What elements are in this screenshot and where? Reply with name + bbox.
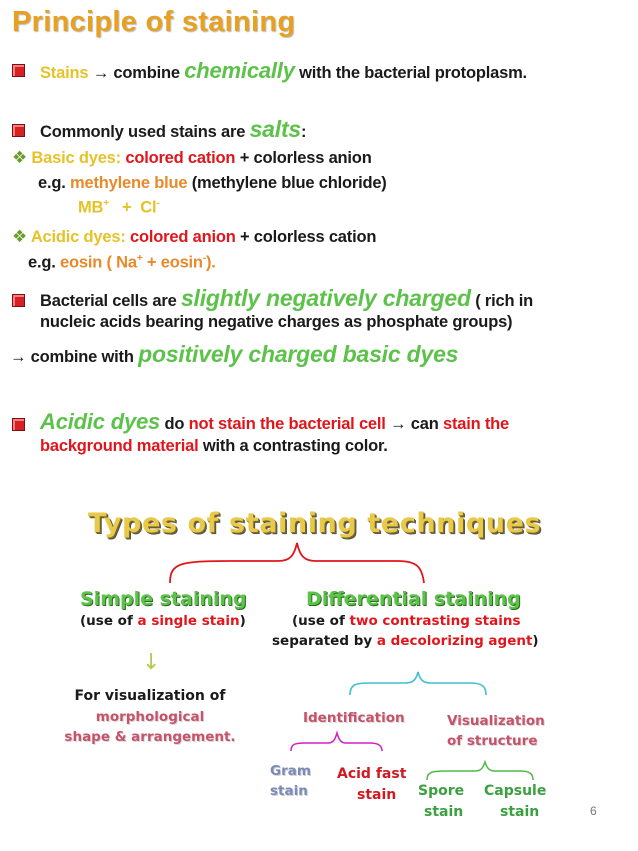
- visualization-text: [50, 688, 250, 704]
- bacterial-lead: Bacterial cells are: [40, 292, 181, 310]
- na-charge: +: [136, 253, 143, 264]
- decolorizing-agent: a decolorizing agent: [376, 633, 533, 649]
- colored-anion: colored anion: [130, 228, 236, 246]
- simple-staining: Simple staining: [80, 588, 247, 610]
- single-stain: a single stain: [137, 613, 240, 629]
- eg-label: e.g.: [28, 253, 61, 272]
- capsule-stain-1: Capsule: [484, 783, 547, 799]
- do-text: do: [160, 415, 189, 433]
- differential-sub-2: [272, 633, 539, 649]
- differential-staining: Differential staining: [306, 588, 521, 610]
- background-material: background material: [40, 437, 199, 455]
- simple-staining-sub: [80, 613, 246, 629]
- page-number: 6: [590, 804, 597, 818]
- vis-line-1: For visualization of: [74, 688, 226, 704]
- rich-in: ( rich in: [470, 292, 533, 310]
- differential-sub-1: [292, 613, 521, 629]
- protoplasm-text: with the bacterial protoplasm.: [294, 64, 527, 82]
- diamond-bullet-icon: ❖: [12, 227, 28, 246]
- capsule-stain-2: stain: [500, 804, 540, 820]
- contrasting-color: with a contrasting color.: [198, 437, 388, 455]
- salts-word: salts: [249, 116, 302, 142]
- page-title: Principle of staining: [12, 6, 296, 38]
- acid-fast-2: stain: [357, 787, 397, 803]
- gram-stain-1: Gram: [270, 763, 311, 779]
- cl-charge: -: [156, 198, 160, 209]
- salts-lead: Commonly used stains are: [40, 123, 250, 141]
- spore-stain-1: Spore: [418, 783, 465, 799]
- cl-text: + Cl: [108, 198, 157, 217]
- diff-sub2-c: ): [532, 633, 539, 649]
- diagram-title: Types of staining techniques: [88, 508, 542, 539]
- vis-line-2: morphological: [95, 709, 205, 725]
- identification: Identification: [303, 710, 405, 726]
- diff-sub2-a: separated by: [272, 633, 377, 649]
- methylene-blue: methylene blue: [70, 174, 188, 192]
- gram-stain-2: stain: [270, 783, 308, 799]
- mb-charge: +: [103, 198, 109, 209]
- vis-line-3: shape & arrangement.: [64, 729, 236, 745]
- negatively-charged: slightly negatively charged: [180, 285, 471, 311]
- colored-cation: colored cation: [125, 149, 236, 167]
- magenta-brace: [291, 733, 382, 751]
- acidic-dyes-label: Acidic dyes:: [27, 228, 131, 246]
- acidic-dyes-word: Acidic dyes: [40, 409, 161, 434]
- cyan-brace: [350, 672, 486, 695]
- can-text: → can: [385, 415, 443, 433]
- stains-word: Stains: [40, 64, 89, 82]
- eosin-ion: + eosin: [142, 253, 203, 272]
- diamond-bullet-icon: ❖: [12, 148, 28, 167]
- chemically-word: chemically: [184, 58, 295, 83]
- mb-text: MB: [78, 198, 104, 217]
- visualization-structure-1: Visualization: [447, 713, 545, 729]
- simple-sub-c: ): [239, 613, 246, 629]
- basic-dyes-label: Basic dyes:: [27, 149, 126, 167]
- stain-the: stain the: [442, 415, 510, 433]
- red-brace: [170, 543, 424, 583]
- acid-fast-1: Acid fast: [337, 766, 407, 782]
- positively-charged: positively charged basic dyes: [138, 341, 459, 367]
- eosin-close: ).: [205, 253, 216, 272]
- colorless-anion: + colorless anion: [235, 149, 372, 167]
- down-arrow-icon: ↓: [142, 650, 161, 675]
- combine-text: → combine: [88, 64, 185, 82]
- two-contrasting: two contrasting stains: [349, 613, 521, 629]
- green-brace: [427, 762, 533, 780]
- line-nucleic-acids: nucleic acids bearing negative charges as phosphate groups): [40, 313, 513, 331]
- eosin-charge: -: [202, 253, 206, 264]
- visualization-structure-2: of structure: [447, 733, 538, 749]
- not-stain-cell: not stain the bacterial cell: [188, 415, 386, 433]
- simple-sub-a: (use of: [80, 613, 138, 629]
- spore-stain-2: stain: [424, 804, 464, 820]
- methylene-chloride: (methylene blue chloride): [187, 174, 387, 192]
- eosin-na: eosin ( Na: [60, 253, 137, 272]
- colorless-cation: + colorless cation: [235, 228, 377, 246]
- diff-sub-a: (use of: [292, 613, 350, 629]
- salts-colon: :: [301, 123, 307, 141]
- eg-label: e.g.: [38, 174, 71, 192]
- combine-lead: → combine with: [10, 348, 139, 366]
